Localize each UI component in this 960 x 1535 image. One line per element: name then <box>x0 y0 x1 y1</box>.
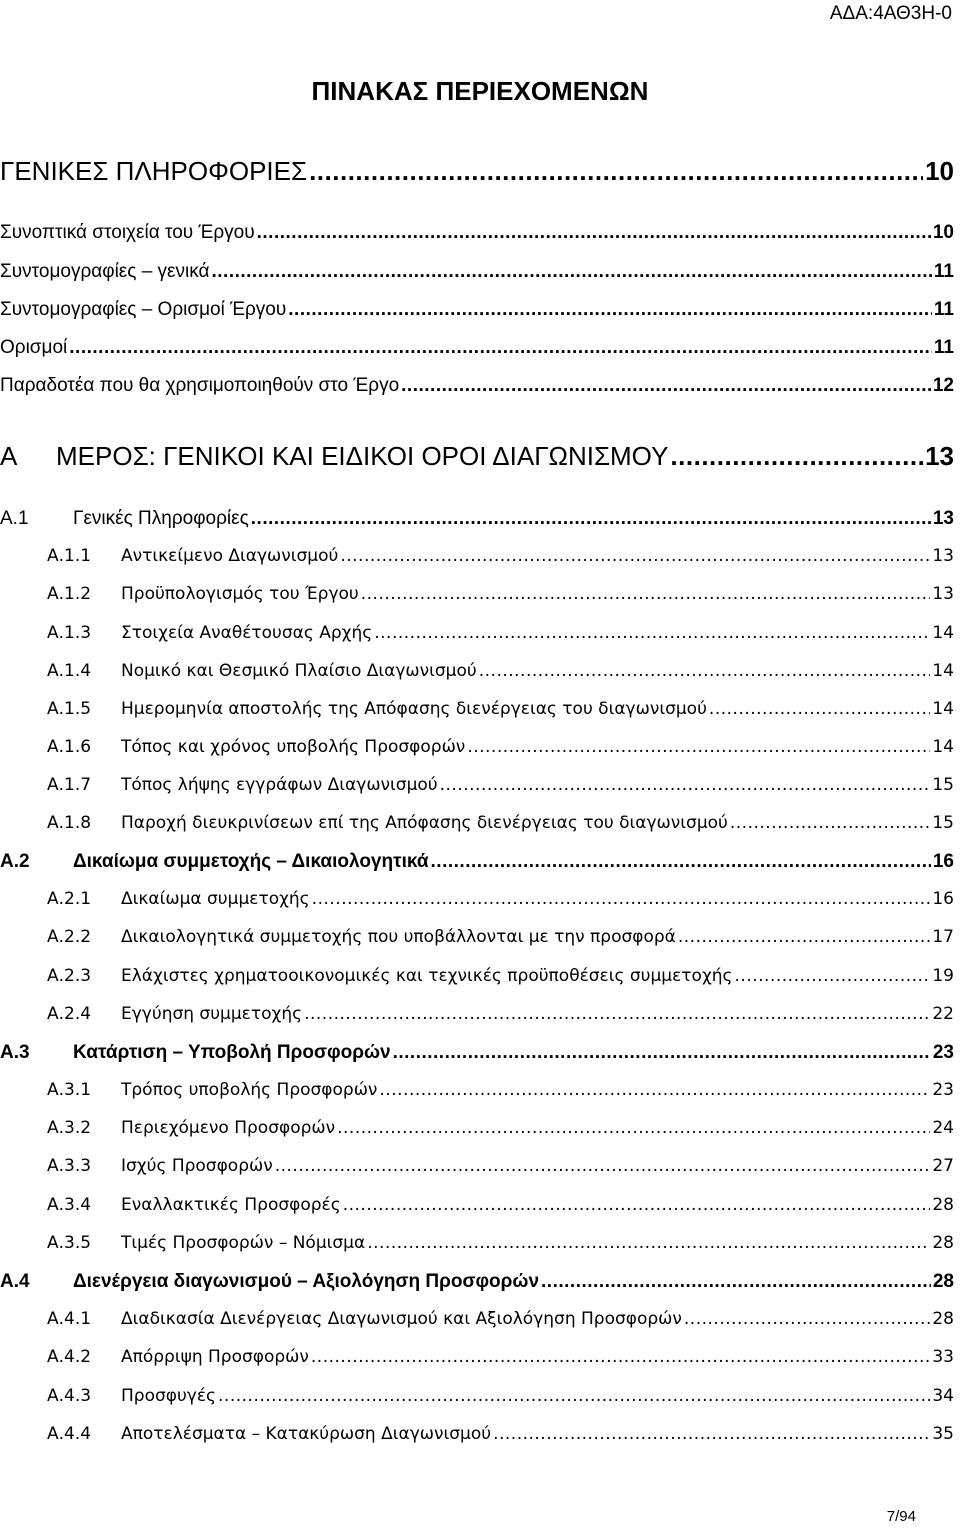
dot-leader <box>401 375 931 397</box>
dot-leader <box>467 737 930 757</box>
toc-entry-label: Διενέργεια διαγωνισμού – Αξιολόγηση Προσφορών <box>73 1271 540 1292</box>
toc-entry-page: 34 <box>932 1386 954 1406</box>
toc-entry-page: 24 <box>932 1118 954 1138</box>
toc-entry-label: Γενικές Πληροφορίες <box>73 508 249 529</box>
toc-entry[interactable] <box>0 156 954 187</box>
toc-entry-number: Α.3.2 <box>47 1118 92 1138</box>
dot-leader <box>367 1233 930 1253</box>
toc-entry-page: 28 <box>932 1309 954 1329</box>
toc-entry-label: Ισχύς Προσφορών <box>121 1156 273 1176</box>
toc-entry-page: 14 <box>932 661 954 681</box>
toc-entry-page: 17 <box>932 927 954 947</box>
toc-entry-label: Απόρριψη Προσφορών <box>121 1347 309 1367</box>
document-id: ΑΔΑ:4ΑΘ3Η-0 <box>829 3 952 24</box>
toc-entry-page: 11 <box>933 261 954 282</box>
dot-leader <box>431 851 931 873</box>
toc-entry-label: Διαδικασία Διενέργειας Διαγωνισμού και Αξιολόγηση Προσφορών <box>121 1309 682 1329</box>
dot-leader <box>684 1309 930 1329</box>
toc-entry-page: 19 <box>932 966 954 986</box>
toc-entry-page: 35 <box>932 1424 954 1444</box>
dot-leader <box>343 1195 931 1215</box>
toc-entry-number: Α.3.1 <box>47 1080 92 1100</box>
dot-leader <box>730 813 930 833</box>
toc-entry-label: Εναλλακτικές Προσφορές <box>121 1195 341 1215</box>
toc-entry[interactable] <box>47 1080 954 1100</box>
toc-entry[interactable] <box>47 1004 954 1024</box>
toc-entry[interactable] <box>0 441 954 472</box>
toc-entry-page: 28 <box>932 1271 954 1292</box>
toc-entry-label: ΜΕΡΟΣ: ΓΕΝΙΚΟΙ ΚΑΙ ΕΙΔΙΚΟΙ ΟΡΟΙ ΔΙΑΓΩΝΙΣΜΟΥ <box>56 441 669 471</box>
toc-entry-page: 13 <box>932 508 954 529</box>
toc-entry-number: Α.4.4 <box>47 1424 92 1444</box>
dot-leader <box>361 584 931 604</box>
toc-entry-number: Α.4.1 <box>47 1309 92 1329</box>
toc-entry[interactable] <box>47 699 954 719</box>
dot-leader <box>309 156 923 187</box>
toc-entry[interactable] <box>47 1386 954 1406</box>
toc-entry-label: Δικαίωμα συμμετοχής <box>121 889 310 909</box>
toc-entry-label: Δικαιολογητικά συμμετοχής που υποβάλλονται με την προσφορά <box>121 927 676 947</box>
toc-entry[interactable] <box>0 222 954 244</box>
dot-leader <box>304 1004 930 1024</box>
toc-entry[interactable] <box>0 337 954 359</box>
toc-entry[interactable] <box>47 927 954 947</box>
toc-entry[interactable] <box>47 661 954 681</box>
dot-leader <box>479 661 931 681</box>
toc-entry[interactable] <box>0 375 954 397</box>
toc-entry-page: 28 <box>932 1233 954 1253</box>
toc-entry-label: Παροχή διευκρινίσεων επί της Απόφασης διενέργειας του διαγωνισμού <box>121 813 728 833</box>
toc-entry-number: Α.4.2 <box>47 1347 92 1367</box>
toc-entry-page: 14 <box>932 737 954 757</box>
toc-entry-label: ΓΕΝΙΚΕΣ ΠΛΗΡΟΦΟΡΙΕΣ <box>0 156 308 186</box>
dot-leader <box>69 337 932 359</box>
toc-entry-number: Α.1.5 <box>47 699 92 719</box>
toc-entry-page: 23 <box>932 1042 954 1063</box>
toc-entry-label: Προϋπολογισμός του Έργου <box>121 584 359 604</box>
toc-entry-number: Α.4 <box>0 1271 30 1292</box>
toc-entry[interactable] <box>0 508 954 530</box>
toc-entry[interactable] <box>47 889 954 909</box>
toc-entry-number: Α.3.4 <box>47 1195 92 1215</box>
dot-leader <box>312 889 931 909</box>
toc-title: ΠΙΝΑΚΑΣ ΠΕΡΙΕΧΟΜΕΝΩΝ <box>311 76 649 106</box>
dot-leader <box>288 299 932 321</box>
toc-entry-label: Τιμές Προσφορών – Νόμισμα <box>121 1233 366 1253</box>
toc-entry-page: 23 <box>932 1080 954 1100</box>
toc-entry-label: Ελάχιστες χρηματοοικονομικές και τεχνικές προϋποθέσεις συμμετοχής <box>121 966 733 986</box>
toc-entry-label: Ημερομηνία αποστολής της Απόφασης διενέργειας του διαγωνισμού <box>121 699 707 719</box>
dot-leader <box>379 1080 930 1100</box>
dot-leader <box>275 1156 931 1176</box>
toc-entry[interactable] <box>47 1118 954 1138</box>
toc-entry-label: Τόπος λήψης εγγράφων Διαγωνισμού <box>121 775 438 795</box>
toc-entry[interactable] <box>47 966 954 986</box>
dot-leader <box>440 775 931 795</box>
dot-leader <box>709 699 930 719</box>
toc-entry[interactable] <box>47 1309 954 1329</box>
toc-entry-number: Α.1.3 <box>47 623 92 643</box>
toc-entry[interactable] <box>47 813 954 833</box>
dot-leader <box>493 1424 930 1444</box>
toc-entry-label: Τρόπος υποβολής Προσφορών <box>121 1080 378 1100</box>
toc-entry-page: 33 <box>932 1347 954 1367</box>
toc-entry[interactable] <box>47 546 954 566</box>
toc-entry-page: 13 <box>925 441 954 471</box>
toc-entry-number: A <box>0 441 18 471</box>
toc-entry-number: A.1 <box>0 508 29 529</box>
toc-entry-label: Τόπος και χρόνος υποβολής Προσφορών <box>121 737 466 757</box>
toc-entry[interactable] <box>47 1156 954 1176</box>
dot-leader <box>670 441 923 472</box>
toc-entry-page: 11 <box>933 299 954 320</box>
toc-entry-number: Α.3 <box>0 1042 30 1063</box>
toc-entry-number: Α.1.6 <box>47 737 92 757</box>
toc-entry-page: 15 <box>932 775 954 795</box>
dot-leader <box>393 1042 931 1064</box>
toc-entry-label: Παραδοτέα που θα χρησιμοποιηθούν στο Έργο <box>0 375 400 396</box>
toc-entry-page: 28 <box>932 1195 954 1215</box>
toc-entry-label: Εγγύηση συμμετοχής <box>121 1004 303 1024</box>
toc-entry[interactable] <box>0 1042 954 1064</box>
toc-entry-number: Α.2.3 <box>47 966 92 986</box>
toc-entry-number: Α.2 <box>0 851 30 872</box>
dot-leader <box>218 1386 930 1406</box>
dot-leader <box>211 261 931 283</box>
toc-entry-page: 16 <box>932 889 954 909</box>
toc-entry-page: 12 <box>932 375 954 396</box>
dot-leader <box>251 508 931 530</box>
toc-entry-label: Ορισμοί <box>0 337 68 358</box>
toc-entry[interactable] <box>47 1233 954 1253</box>
toc-entry[interactable] <box>0 851 954 873</box>
dot-leader <box>257 222 931 244</box>
toc-entry[interactable] <box>47 1347 954 1367</box>
toc-entry-number: Α.2.4 <box>47 1004 92 1024</box>
toc-entry-page: 13 <box>932 584 954 604</box>
page-number: 7/94 <box>886 1508 916 1525</box>
dot-leader <box>678 927 930 947</box>
toc-entry-label: Αποτελέσματα – Κατακύρωση Διαγωνισμού <box>121 1424 492 1444</box>
toc-entry-label: Συντομογραφίες – Ορισμοί Έργου <box>0 299 287 320</box>
toc-entry-label: Κατάρτιση – Υποβολή Προσφορών <box>73 1042 391 1063</box>
toc-entry[interactable] <box>0 299 954 321</box>
toc-entry-page: 10 <box>932 222 954 243</box>
toc-entry[interactable] <box>0 1271 954 1293</box>
dot-leader <box>337 1118 930 1138</box>
toc-entry-page: 11 <box>933 337 954 358</box>
toc-entry-number: Α.1.1 <box>47 546 92 566</box>
toc-entry-label: Συνοπτικά στοιχεία του Έργου <box>0 222 255 243</box>
toc-entry[interactable] <box>47 584 954 604</box>
toc-entry-number: Α.2.1 <box>47 889 92 909</box>
toc-entry-label: Δικαίωμα συμμετοχής – Δικαιολογητικά <box>73 851 429 872</box>
toc-entry-number: Α.1.8 <box>47 813 92 833</box>
toc-entry-page: 13 <box>932 546 954 566</box>
toc-entry-page: 16 <box>932 851 954 872</box>
toc-entry[interactable] <box>47 1424 954 1444</box>
dot-leader <box>311 1347 930 1367</box>
dot-leader <box>340 546 930 566</box>
toc-entry-page: 27 <box>932 1156 954 1176</box>
toc-entry[interactable] <box>47 775 954 795</box>
toc-entry-number: Α.3.3 <box>47 1156 92 1176</box>
toc-entry-label: Προσφυγές <box>121 1386 217 1406</box>
toc-entry-page: 14 <box>932 623 954 643</box>
toc-entry[interactable] <box>47 737 954 757</box>
toc-entry-label: Στοιχεία Αναθέτουσας Αρχής <box>121 623 373 643</box>
toc-entry-number: Α.3.5 <box>47 1233 92 1253</box>
toc-entry-label: Συντομογραφίες – γενικά <box>0 261 210 282</box>
toc-entry[interactable] <box>47 1195 954 1215</box>
toc-entry-number: Α.1.7 <box>47 775 92 795</box>
toc-entry-page: 14 <box>932 699 954 719</box>
toc-entry-number: Α.1.4 <box>47 661 92 681</box>
toc-entry-page: 15 <box>932 813 954 833</box>
toc-entry-label: Νομικό και Θεσμικό Πλαίσιο Διαγωνισμού <box>121 661 477 681</box>
toc-entry[interactable] <box>0 261 954 283</box>
toc-entry-number: Α.2.2 <box>47 927 92 947</box>
toc-entry-page: 22 <box>932 1004 954 1024</box>
dot-leader <box>541 1271 931 1293</box>
toc-entry-number: Α.1.2 <box>47 584 92 604</box>
dot-leader <box>374 623 930 643</box>
toc-entry-label: Περιεχόμενο Προσφορών <box>121 1118 336 1138</box>
dot-leader <box>735 966 931 986</box>
toc-entry-label: Αντικείμενο Διαγωνισμού <box>121 546 339 566</box>
toc-entry-page: 10 <box>925 156 954 186</box>
toc-entry[interactable] <box>47 623 954 643</box>
toc-entry-number: Α.4.3 <box>47 1386 92 1406</box>
